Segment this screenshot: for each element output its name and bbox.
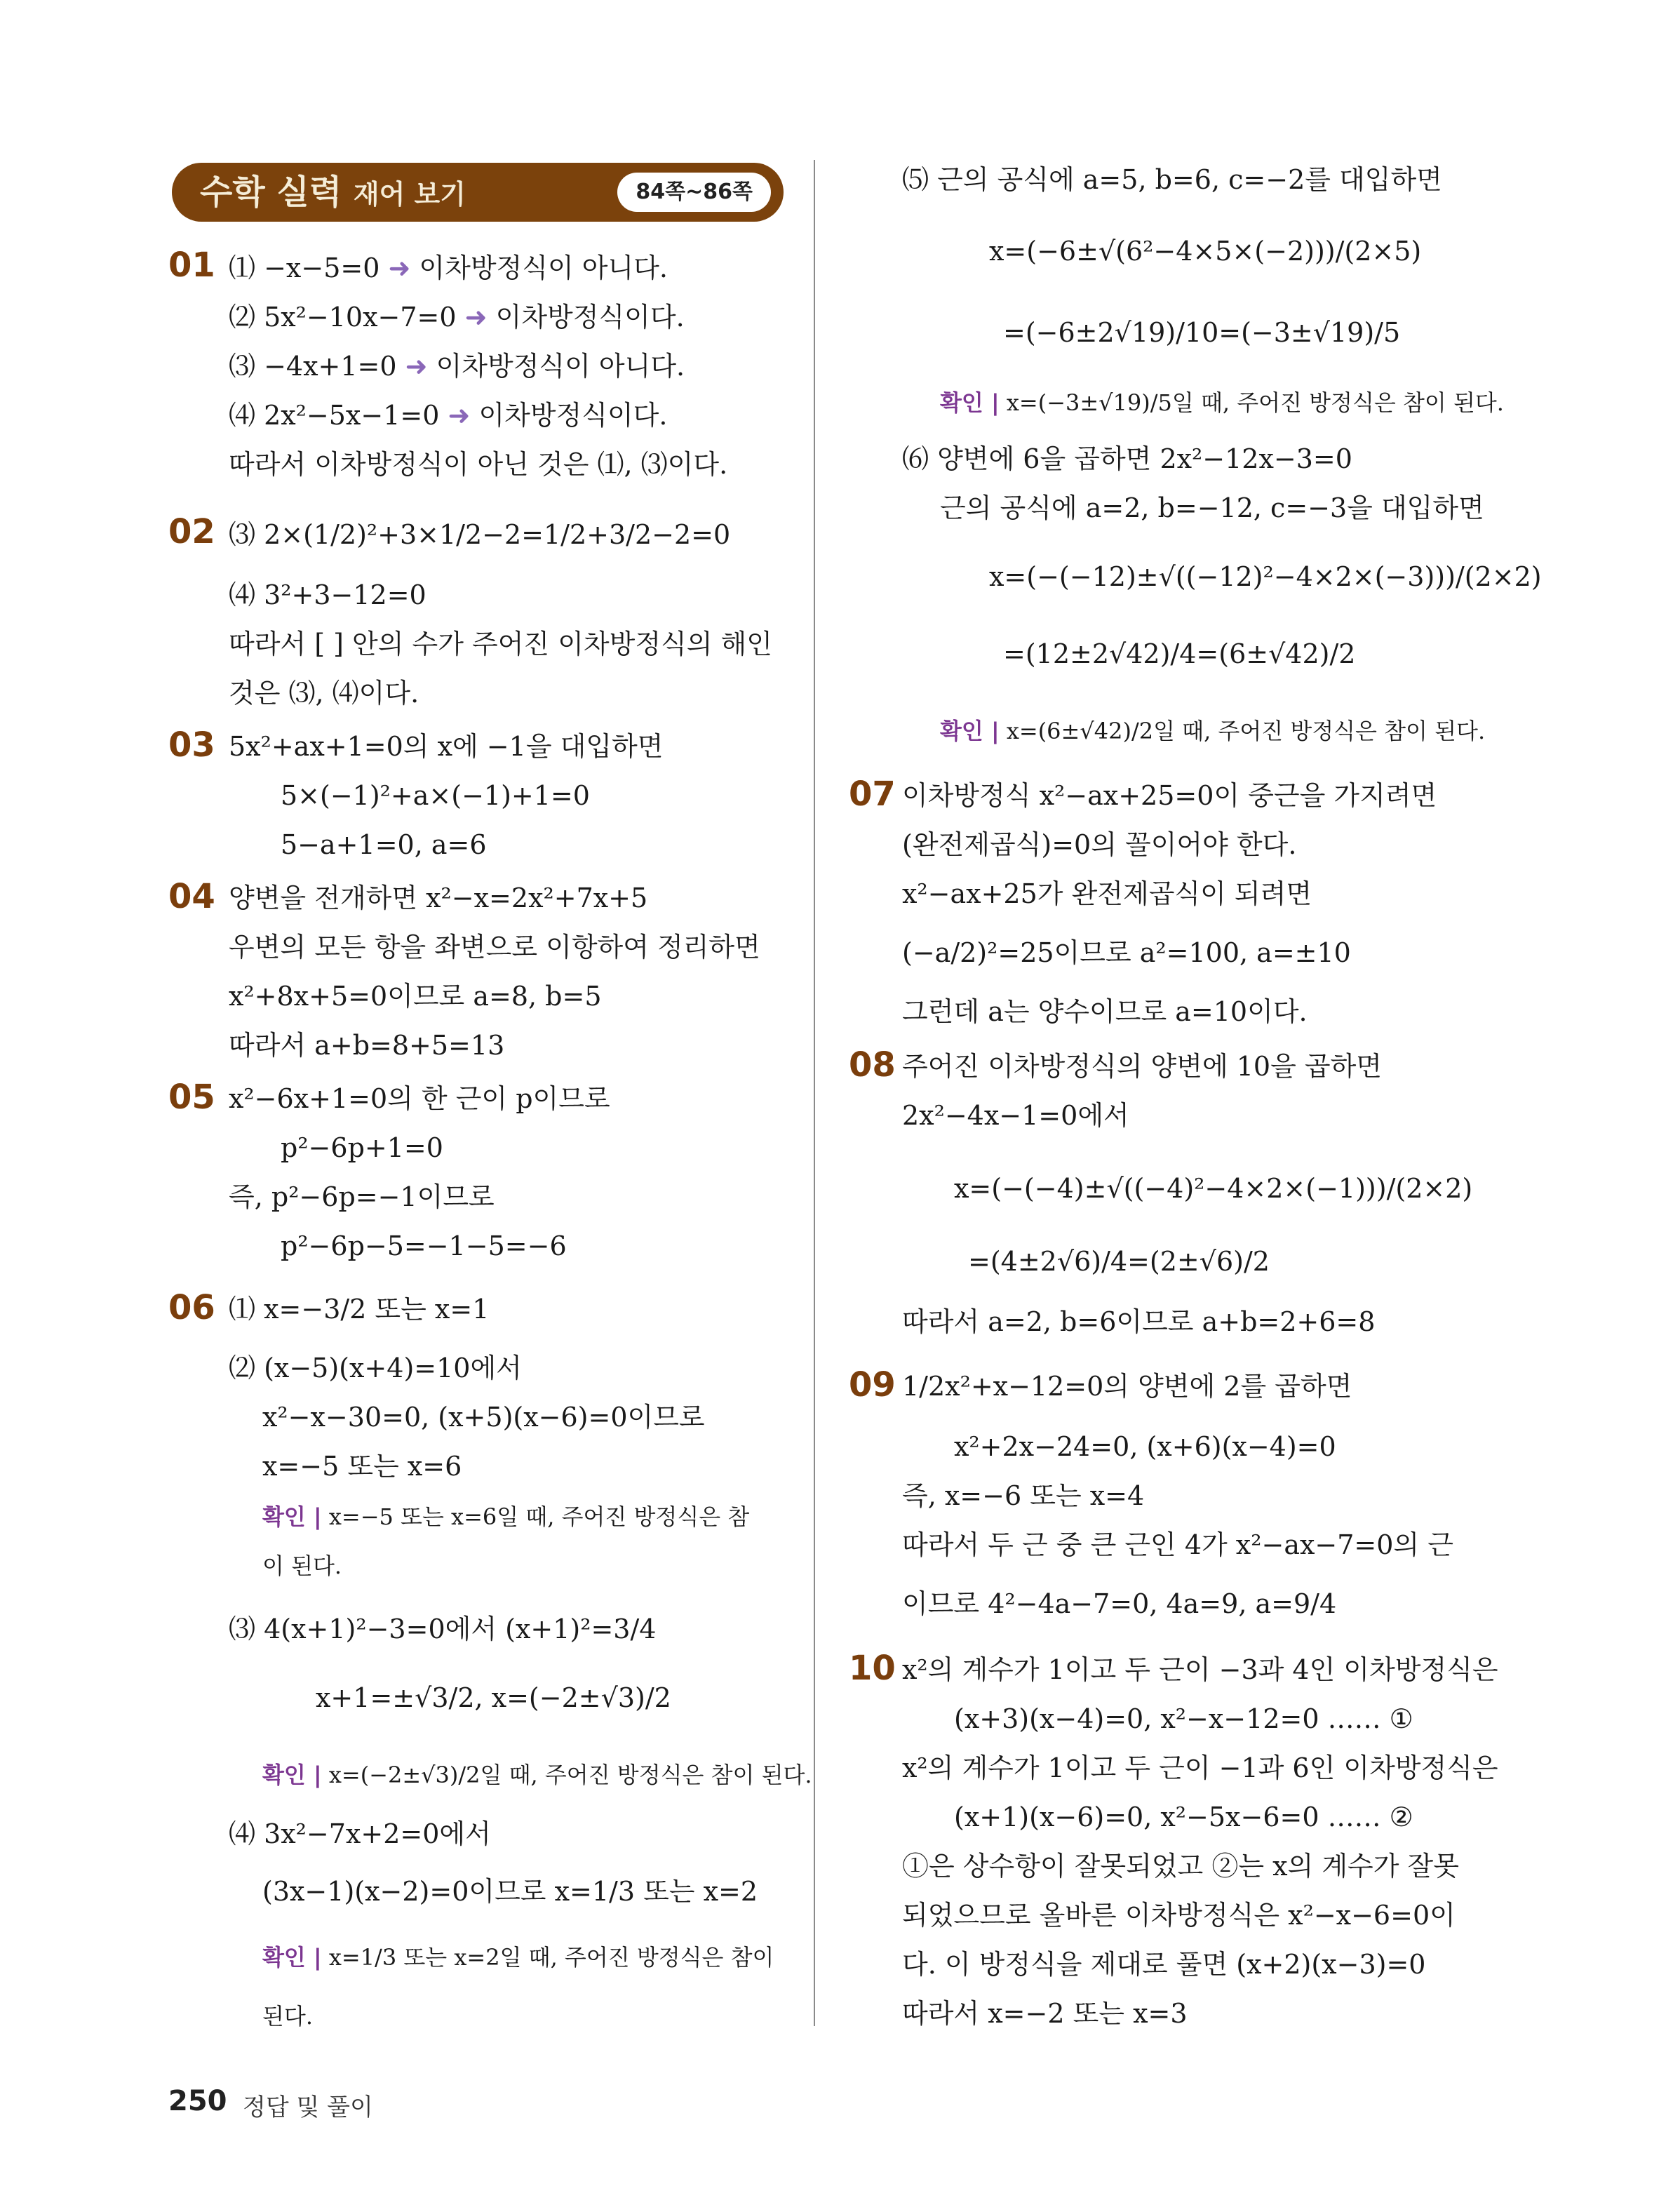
answer-line: 이므로 4²−4a−7=0, 4a=9, a=9/4 (902, 1588, 1337, 1619)
answer-line: (완전제곱식)=0의 꼴이어야 한다. (902, 829, 1297, 860)
answer-line: ⑵ (x−5)(x+4)=10에서 (229, 1353, 522, 1383)
arrow-right-icon: ➜ (464, 302, 488, 333)
check-label: 확인 | (262, 1503, 322, 1530)
answer-line: ⑹ 양변에 6을 곱하면 2x²−12x−3=0 (902, 443, 1352, 474)
answer-line: ①은 상수항이 잘못되었고 ②는 x의 계수가 잘못 (902, 1851, 1459, 1882)
arrow-right-icon: ➜ (448, 400, 471, 431)
answer-line: ⑷ 3x²−7x+2=0에서 (229, 1818, 491, 1849)
answer-line: 따라서 이차방정식이 아닌 것은 ⑴, ⑶이다. (229, 449, 728, 480)
answer-line: 따라서 [ ] 안의 수가 주어진 이차방정식의 해인 (229, 629, 772, 659)
answer-line: x²+8x+5=0이므로 a=8, b=5 (229, 981, 602, 1012)
answer-line: (3x−1)(x−2)=0이므로 x=1/3 또는 x=2 (262, 1876, 758, 1907)
answer-line: ⑴ x=−3/2 또는 x=1 (229, 1294, 490, 1325)
check-label: 확인 | (262, 1762, 322, 1788)
answer-line: 우변의 모든 항을 좌변으로 이항하여 정리하면 (229, 932, 760, 963)
banner-title: 수학 실력 재어 보기 (200, 173, 466, 212)
answer-line: ⑵ 5x²−10x−7=0 ➜ 이차방정식이다. (229, 302, 685, 333)
answer-line: (x+1)(x−6)=0, x²−5x−6=0 …… ② (954, 1802, 1413, 1832)
answer-line: p²−6p+1=0 (281, 1132, 443, 1163)
page-number: 250 (168, 2085, 227, 2117)
check-note: 확인 | x=1/3 또는 x=2일 때, 주어진 방정식은 참이 (262, 1944, 774, 1971)
answer-line: x+1=±√3/2, x=(−2±√3)/2 (316, 1682, 671, 1713)
answer-line: =(4±2√6)/4=(2±√6)/2 (968, 1246, 1270, 1277)
answer-line: (x+3)(x−4)=0, x²−x−12=0 …… ① (954, 1703, 1413, 1734)
answer-line: x²+2x−24=0, (x+6)(x−4)=0 (954, 1431, 1336, 1462)
answer-line: ⑶ 4(x+1)²−3=0에서 (x+1)²=3/4 (229, 1614, 657, 1644)
answer-line: 1/2x²+x−12=0의 양변에 2를 곱하면 (902, 1371, 1352, 1402)
answer-line: x=−5 또는 x=6 (262, 1451, 462, 1482)
check-note: 된다. (262, 2003, 313, 2030)
answer-line: x=(−(−4)±√((−4)²−4×2×(−1)))/(2×2) (954, 1173, 1473, 1204)
answer-line: =(−6±2√19)/10=(−3±√19)/5 (1003, 317, 1401, 348)
problem-number-10: 10 (849, 1649, 896, 1688)
problem-number-03: 03 (168, 725, 215, 765)
answer-line: x²−ax+25가 완전제곱식이 되려면 (902, 878, 1312, 909)
answer-line: ⑴ −x−5=0 ➜ 이차방정식이 아니다. (229, 253, 668, 283)
problem-number-05: 05 (168, 1078, 215, 1117)
column-divider (814, 160, 815, 2026)
answer-line: ⑸ 근의 공식에 a=5, b=6, c=−2를 대입하면 (902, 164, 1442, 195)
answer-line: 주어진 이차방정식의 양변에 10을 곱하면 (902, 1051, 1382, 1082)
answer-line: x=(−6±√(6²−4×5×(−2)))/(2×5) (989, 236, 1422, 267)
footer-label: 정답 및 풀이 (243, 2093, 373, 2121)
answer-line: 따라서 x=−2 또는 x=3 (902, 1998, 1188, 2029)
answer-line: 양변을 전개하면 x²−x=2x²+7x+5 (229, 883, 648, 913)
answer-line: ⑶ 2×(1/2)²+3×1/2−2=1/2+3/2−2=0 (229, 519, 731, 550)
check-note: 확인 | x=(−3±√19)/5일 때, 주어진 방정식은 참이 된다. (940, 389, 1504, 416)
answer-line: 따라서 a+b=8+5=13 (229, 1030, 505, 1061)
answer-line: 2x²−4x−1=0에서 (902, 1100, 1129, 1131)
answer-line: 5×(−1)²+a×(−1)+1=0 (281, 780, 590, 811)
answer-line: 즉, p²−6p=−1이므로 (229, 1181, 495, 1212)
check-note: 확인 | x=(6±√42)/2일 때, 주어진 방정식은 참이 된다. (940, 718, 1486, 744)
answer-line: x²의 계수가 1이고 두 근이 −3과 4인 이차방정식은 (902, 1654, 1498, 1685)
problem-number-07: 07 (849, 775, 896, 814)
answer-line: x²−6x+1=0의 한 근이 p이므로 (229, 1083, 610, 1114)
section-banner (172, 163, 784, 222)
answer-line: p²−6p−5=−1−5=−6 (281, 1231, 567, 1261)
answer-line: ⑷ 3²+3−12=0 (229, 579, 426, 610)
answer-line: x=(−(−12)±√((−12)²−4×2×(−3)))/(2×2) (989, 561, 1542, 592)
answer-line: 따라서 a=2, b=6이므로 a+b=2+6=8 (902, 1306, 1376, 1337)
answer-line: (−a/2)²=25이므로 a²=100, a=±10 (902, 937, 1351, 968)
answer-line: 것은 ⑶, ⑷이다. (229, 678, 419, 709)
answer-line: ⑶ −4x+1=0 ➜ 이차방정식이 아니다. (229, 351, 685, 382)
check-label: 확인 | (940, 718, 1000, 744)
check-label: 확인 | (262, 1944, 322, 1971)
answer-line: ⑷ 2x²−5x−1=0 ➜ 이차방정식이다. (229, 400, 668, 431)
problem-number-08: 08 (849, 1045, 896, 1085)
problem-number-06: 06 (168, 1288, 215, 1327)
check-label: 확인 | (940, 389, 1000, 416)
problem-number-02: 02 (168, 512, 215, 551)
answer-line: 근의 공식에 a=2, b=−12, c=−3을 대입하면 (940, 492, 1484, 523)
check-note: 확인 | x=−5 또는 x=6일 때, 주어진 방정식은 참 (262, 1503, 750, 1530)
answer-line: 따라서 두 근 중 큰 근인 4가 x²−ax−7=0의 근 (902, 1529, 1453, 1560)
answer-line: 즉, x=−6 또는 x=4 (902, 1480, 1145, 1511)
problem-number-04: 04 (168, 877, 215, 916)
answer-line: =(12±2√42)/4=(6±√42)/2 (1003, 638, 1356, 669)
arrow-right-icon: ➜ (388, 253, 411, 283)
problem-number-01: 01 (168, 246, 215, 285)
answer-line: 그런데 a는 양수이므로 a=10이다. (902, 996, 1308, 1027)
answer-line: x²의 계수가 1이고 두 근이 −1과 6인 이차방정식은 (902, 1752, 1498, 1783)
page-range-badge: 84쪽~86쪽 (617, 173, 771, 212)
answer-line: 이차방정식 x²−ax+25=0이 중근을 가지려면 (902, 780, 1437, 811)
check-note: 이 된다. (262, 1553, 342, 1579)
answer-line: 되었으므로 올바른 이차방정식은 x²−x−6=0이 (902, 1900, 1456, 1931)
banner-subtitle: 재어 보기 (353, 179, 466, 210)
answer-line: 5−a+1=0, a=6 (281, 829, 487, 860)
answer-line: 5x²+ax+1=0의 x에 −1을 대입하면 (229, 731, 664, 762)
problem-number-09: 09 (849, 1365, 896, 1405)
answer-line: 다. 이 방정식을 제대로 풀면 (x+2)(x−3)=0 (902, 1949, 1426, 1980)
check-note: 확인 | x=(−2±√3)/2일 때, 주어진 방정식은 참이 된다. (262, 1762, 812, 1788)
answer-line: x²−x−30=0, (x+5)(x−6)=0이므로 (262, 1402, 705, 1433)
arrow-right-icon: ➜ (405, 351, 428, 382)
